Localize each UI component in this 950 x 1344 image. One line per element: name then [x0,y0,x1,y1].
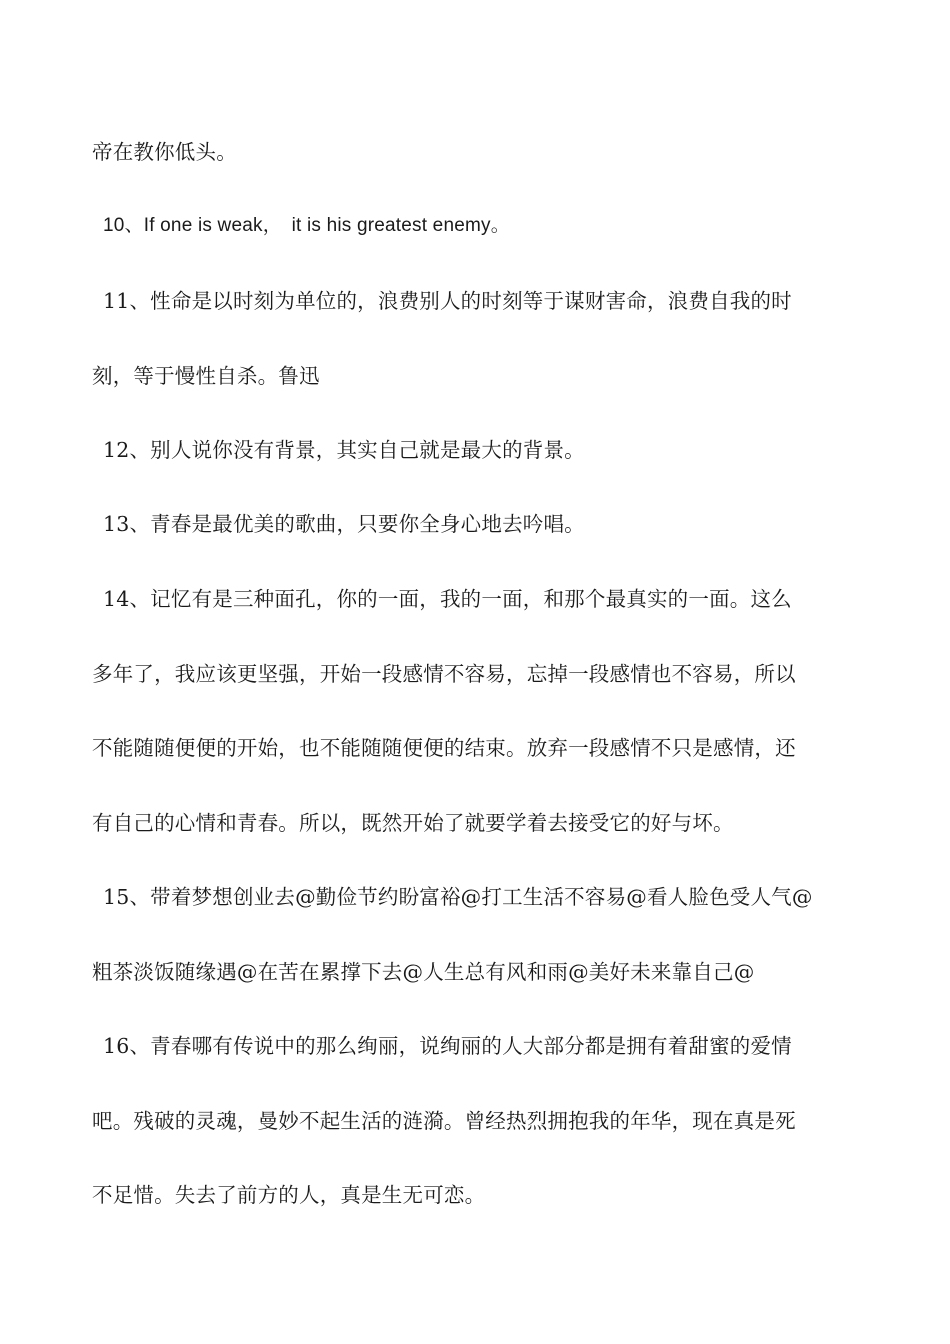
text-line: 有自己的心情和青春。所以，既然开始了就要学着去接受它的好与坏。 [92,811,734,835]
text-line: 10、If one is weak， it is his greatest enemy。 [103,215,510,236]
text-line: 粗茶淡饭随缘遇@在苦在累撑下去@人生总有风和雨@美好未来靠自己@ [92,960,755,984]
text-line: 多年了，我应该更坚强，开始一段感情不容易，忘掉一段感情也不容易，所以 [92,662,796,686]
text-line: 16、青春哪有传说中的那么绚丽，说绚丽的人大部分都是拥有着甜蜜的爱情 [103,1034,792,1058]
text-line: 不能随随便便的开始，也不能随随便便的结束。放弃一段感情不只是感情，还 [92,736,796,760]
text-line: 14、记忆有是三种面孔，你的一面，我的一面，和那个最真实的一面。这么 [103,587,792,611]
text-line: 15、带着梦想创业去@勤俭节约盼富裕@打工生活不容易@看人脸色受人气@ [103,885,813,909]
text-line: 11、性命是以时刻为单位的，浪费别人的时刻等于谋财害命，浪费自我的时 [103,289,792,313]
text-line: 帝在教你低头。 [92,140,237,164]
text-line: 吧。残破的灵魂，曼妙不起生活的涟漪。曾经热烈拥抱我的年华，现在真是死 [92,1109,796,1133]
text-line: 12、别人说你没有背景，其实自己就是最大的背景。 [103,438,585,462]
text-line: 13、青春是最优美的歌曲，只要你全身心地去吟唱。 [103,512,585,536]
text-line: 刻，等于慢性自杀。鲁迅 [92,364,320,388]
text-line: 不足惜。失去了前方的人，真是生无可恋。 [92,1183,486,1207]
